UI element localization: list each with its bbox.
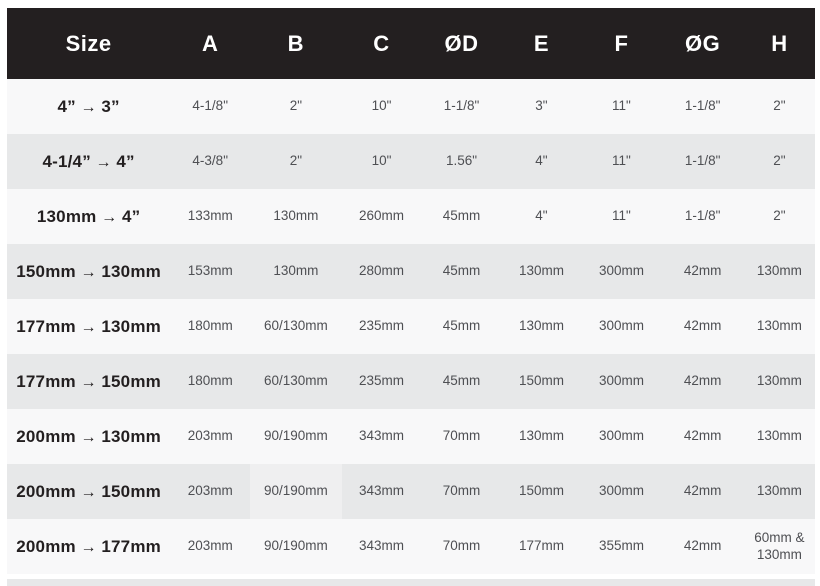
table-row (7, 134, 815, 189)
value-cell: 343mm (358, 483, 404, 499)
value-cell: 70mm (442, 428, 481, 444)
value-cell: 177mm (518, 538, 564, 554)
column-header-b: B (250, 8, 341, 79)
arrow-right-icon: → (75, 538, 102, 556)
value-cell: 130mm (756, 373, 802, 389)
arrow-right-icon: → (96, 208, 122, 226)
table-body (7, 79, 815, 574)
column-header-f: F (581, 8, 661, 79)
value-cell: 300mm (598, 428, 644, 444)
value-cell: 150mm (518, 373, 564, 389)
size-to: 150mm (101, 481, 161, 501)
value-cell: 130mm (756, 318, 802, 334)
value-cell: 42mm (683, 538, 722, 554)
value-cell: 10" (371, 153, 392, 169)
arrow-right-icon: → (75, 483, 102, 501)
column-header-h: H (744, 8, 815, 79)
value-cell: 130mm (273, 263, 319, 279)
value-cell: 203mm (187, 483, 233, 499)
size-from: 150mm (16, 261, 76, 281)
size-from: 4” (57, 96, 76, 116)
value-cell: 1-1/8" (443, 98, 480, 114)
size-cell (7, 244, 170, 299)
value-cell: 2" (773, 208, 786, 224)
table-row (7, 189, 815, 244)
value-cell: 260mm (358, 208, 404, 224)
size-to: 130mm (101, 316, 161, 336)
arrow-right-icon: → (75, 98, 102, 116)
value-cell: 130mm (756, 483, 802, 499)
value-cell: 2" (289, 153, 302, 169)
value-cell: 130mm (756, 263, 802, 279)
arrow-right-icon: → (75, 263, 102, 281)
size-from: 177mm (16, 371, 76, 391)
value-cell: 130mm (518, 263, 564, 279)
table-row (7, 299, 815, 354)
value-cell: 90/190mm (250, 464, 341, 519)
size-to: 177mm (101, 536, 161, 556)
arrow-right-icon: → (75, 373, 102, 391)
value-cell: 130mm (518, 318, 564, 334)
table-row (7, 409, 815, 464)
size-cell (7, 79, 170, 134)
value-cell: 1.56" (445, 153, 478, 169)
value-cell: 45mm (442, 318, 481, 334)
size-cell (7, 134, 170, 189)
value-cell: 11" (612, 153, 631, 169)
value-cell: 45mm (442, 208, 481, 224)
value-cell: 42mm (683, 428, 722, 444)
size-cell (7, 189, 170, 244)
column-header-d: ØD (421, 8, 501, 79)
size-chart-table (7, 8, 815, 574)
size-from: 130mm (36, 206, 97, 226)
size-to: 130mm (101, 261, 161, 281)
next-row-peek-strip (7, 579, 815, 586)
size-to: 130mm (101, 426, 161, 446)
size-from: 177mm (16, 316, 76, 336)
size-from: 200mm (16, 481, 76, 501)
value-cell: 343mm (358, 538, 404, 554)
value-cell: 42mm (683, 373, 722, 389)
size-cell (7, 519, 170, 574)
size-from: 200mm (16, 536, 76, 556)
table-row (7, 464, 815, 519)
arrow-right-icon: → (90, 153, 117, 171)
value-cell: 180mm (187, 373, 233, 389)
value-cell: 343mm (358, 428, 404, 444)
table-row (7, 79, 815, 134)
size-cell (7, 299, 170, 354)
column-header-a: A (170, 8, 250, 79)
value-cell: 45mm (442, 373, 481, 389)
size-to: 150mm (101, 371, 161, 391)
size-to: 3” (101, 96, 120, 116)
value-cell: 4" (535, 208, 548, 224)
value-cell: 45mm (442, 263, 481, 279)
size-from: 4-1/4” (42, 151, 91, 171)
value-cell: 180mm (187, 318, 233, 334)
value-cell: 203mm (187, 538, 233, 554)
value-cell: 90/190mm (263, 538, 328, 554)
value-cell: 4" (535, 153, 548, 169)
column-header-g: ØG (661, 8, 743, 79)
value-cell: 11" (612, 98, 631, 114)
arrow-right-icon: → (75, 318, 102, 336)
size-cell (7, 464, 170, 519)
value-cell: 300mm (598, 263, 644, 279)
value-cell: 2" (289, 98, 302, 114)
table-row (7, 519, 815, 574)
value-cell: 4-1/8" (192, 98, 228, 114)
value-cell: 70mm (442, 483, 481, 499)
value-cell: 203mm (187, 428, 233, 444)
value-cell: 235mm (358, 318, 404, 334)
value-cell: 150mm (518, 483, 564, 499)
value-cell: 2" (773, 98, 786, 114)
value-cell: 355mm (598, 538, 644, 554)
value-cell: 90/190mm (263, 428, 328, 444)
value-cell: 1-1/8" (684, 98, 721, 114)
value-cell: 280mm (358, 263, 404, 279)
column-header-size: Size (7, 8, 170, 79)
header-row (7, 8, 815, 79)
value-cell: 42mm (683, 483, 722, 499)
size-chart-table-wrap (7, 8, 815, 574)
size-cell (7, 354, 170, 409)
value-cell: 42mm (683, 263, 722, 279)
arrow-right-icon: → (75, 428, 102, 446)
value-cell: 153mm (187, 263, 233, 279)
value-cell: 130mm (756, 428, 802, 444)
table-row (7, 354, 815, 409)
value-cell: 42mm (683, 318, 722, 334)
value-cell: 1-1/8" (684, 208, 721, 224)
value-cell: 60/130mm (263, 373, 328, 389)
value-cell: 130mm (518, 428, 564, 444)
size-cell (7, 409, 170, 464)
value-cell: 10" (371, 98, 392, 114)
value-cell: 300mm (598, 318, 644, 334)
column-header-e: E (501, 8, 581, 79)
value-cell: 1-1/8" (684, 153, 721, 169)
value-cell: 300mm (598, 373, 644, 389)
size-to: 4” (121, 206, 141, 226)
table-row (7, 244, 815, 299)
value-cell: 60mm & 130mm (754, 529, 805, 562)
value-cell: 60/130mm (263, 318, 328, 334)
value-cell: 133mm (187, 208, 233, 224)
value-cell: 130mm (273, 208, 319, 224)
value-cell: 235mm (358, 373, 404, 389)
value-cell: 3" (535, 98, 548, 114)
value-cell: 2" (773, 153, 786, 169)
size-from: 200mm (16, 426, 76, 446)
value-cell: 4-3/8" (192, 153, 228, 169)
size-to: 4” (116, 151, 135, 171)
column-header-c: C (342, 8, 422, 79)
value-cell: 70mm (442, 538, 481, 554)
value-cell: 300mm (598, 483, 644, 499)
value-cell: 11" (612, 208, 631, 224)
